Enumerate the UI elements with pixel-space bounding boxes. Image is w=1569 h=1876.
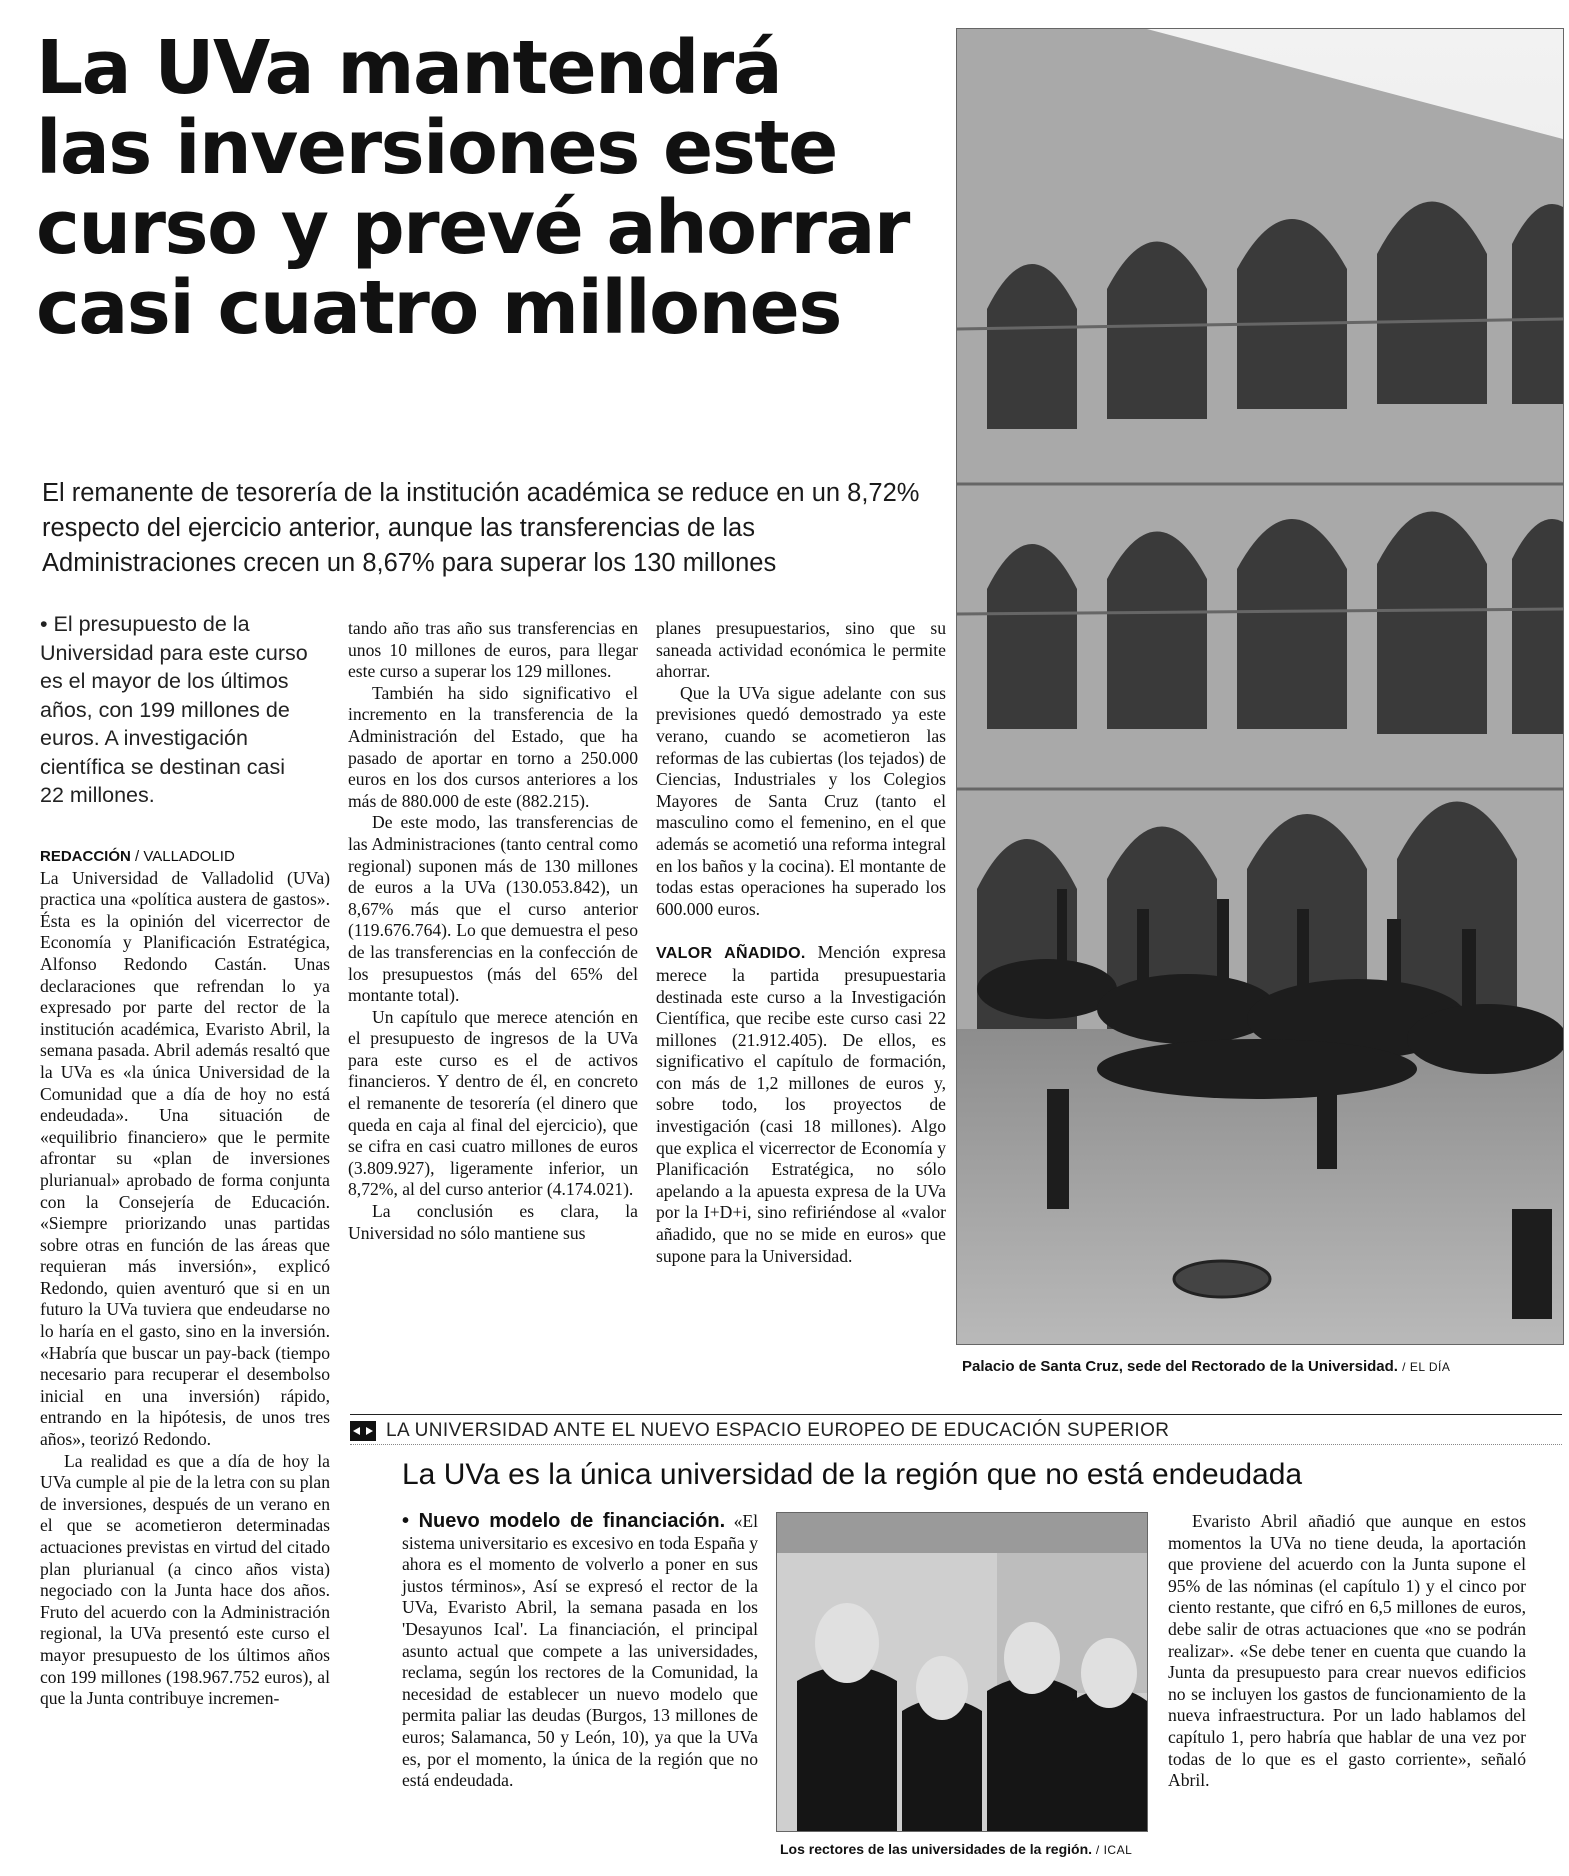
paragraph [402, 1511, 758, 1792]
byline-place: / VALLADOLID [135, 848, 235, 865]
paragraph: Un capítulo que merece atención en el presupuesto de ingresos de la UVa para este curso es el de activos financieros. Y dentro de él, en concreto el remanente de tesorería (el dinero que queda en caja al final del ejercicio), que se cifra en casi cuatro millones de euros (3.809.927), ligeramente inferior, un 8,72%, al del curso anterior (4.174.021). [348, 1006, 638, 1200]
headline-line: casi cuatro millones [36, 265, 841, 351]
rectors-photo-caption [780, 1841, 1132, 1857]
headline-line: curso y prevé ahorrar [36, 185, 909, 271]
byline [40, 846, 330, 868]
summary-bullet: • El presupuesto de la Universidad para este curso es el mayor de los últimos años, con 199 millones de euros. A investigación científica se destinan casi 22 millones. [40, 612, 308, 807]
article-column-3 [656, 618, 946, 1267]
rectors-photo-illustration [777, 1513, 1147, 1831]
article-column-2 [348, 618, 638, 1244]
arrows-icon [350, 1421, 376, 1441]
kicker-paragraph [656, 942, 946, 1267]
secondary-headline: La UVa es la única universidad de la región que no está endeudada [402, 1458, 1303, 1491]
headline-line: La UVa mantendrá [36, 25, 782, 111]
paragraph: Que la UVa sigue adelante con sus previsiones quedó demostrado ya este verano, cuando se acometieron las reformas de las cubiertas (los tejados) de Ciencias, Industriales y los Colegios Mayores de Santa Cruz (tanto el masculino como el femenino, en el que además se acometió una reforma integral en los baños y la cocina). El montante de todas estas operaciones ha superado los 600.000 euros. [656, 682, 946, 919]
paragraph: La conclusión es clara, la Universidad no sólo mantiene sus [348, 1201, 638, 1243]
paragraph: La Universidad de Valladolid (UVa) practica una «política austera de gastos». Ésta es la opinión del vicerrector de Economía y Planificación Estratégica, Alfonso Redondo Castán. Unas declaraciones que refrendan lo ya expresado por parte del rector de la institución académica, Evaristo Abril, la semana pasada. Abril además resaltó que la UVa es «la única Universidad de la Comunidad que a día de hoy no está endeudada». Una situación de «equilibrio financiero» que le permite afrontar su «plan de inversiones plurianual» aprobado de forma conjunta con la Consejería de Educación. «Siempre priorizando unas partidas sobre otras en función de las áreas que requieran más inversión», explicó Redondo, quien aventuró que si en un futuro la UVa tuviera que endeudarse no lo haría en el gasto, sino en la inversión. «Habría que buscar un pay-back (tiempo necesario para recuperar el desembolso inicial en una inversión) rápido, entrando en la hipótesis, de unos tres años», teorizó Redondo. [40, 867, 330, 1450]
paragraph: tando año tras año sus transferencias en unos 10 millones de euros, para llegar este curso a superar los 129 millones. [348, 618, 638, 682]
paragraph: La realidad es que a día de hoy la UVa cumple al pie de la letra con su plan de inversiones, después de un verano en el que se acometieron determinadas actuaciones previstas en virtud del citado plan plurianual (a cinco años vista) negociado con la Junta hace dos años. Fruto del acuerdo con la Administración regional, la UVa presentó este curso el mayor presupuesto de los últimos años con 199 millones (198.967.752 euros), al que la Junta contribuye incremen- [40, 1450, 330, 1709]
photo-credit: / ICAL [1095, 1843, 1133, 1857]
lead-in: • Nuevo modelo de financiación. [402, 1510, 726, 1532]
section-label: LA UNIVERSIDAD ANTE EL NUEVO ESPACIO EUROPEO DE EDUCACIÓN SUPERIOR [386, 1420, 1170, 1441]
secondary-column-2 [1168, 1511, 1526, 1792]
paragraph: También ha sido significativo el incremento en la transferencia de la Administración del Estado, que ha pasado de aportar en torno a 250.000 euros en los dos cursos anteriores a los más de 880.000 de este (882.215). [348, 682, 638, 811]
main-photo-caption [962, 1358, 1450, 1375]
caption-text: Los rectores de las universidades de la región. [780, 1841, 1093, 1857]
paragraph: Evaristo Abril añadió que aunque en estos momentos la UVa no tiene deuda, la aportación que proviene del acuerdo con la Junta supone el 95% de las nóminas (el capítulo 1) y el cinco por ciento restante, que cifró en 6,5 millones de euros, debe salir de otras actuaciones que «no se podrán realizar». «Se debe tener en cuenta que cuando la Junta da presupuesto para crear nuevos edificios no se incluyen los gastos de funcionamiento de la nueva infraestructura. Por un lado hablamos del capítulo 1, pero habría que hablar de una vez por todas de lo que es el gasto corriente», señaló Abril. [1168, 1511, 1526, 1791]
headline-line: las inversiones este [36, 105, 837, 191]
lead-text: «El sistema universitario es excesivo en toda España y ahora es el momento de volverlo a poner en sus justos términos», Así se expresó el rector de la UVa, Evaristo Abril, la semana pasada en los 'Desayunos Ical'. La financiación, el principal asunto actual que compete a las universidades, reclama, según los rectores de la Comunidad, la necesidad de establecer un nuevo modelo que permita paliar las deudas (Burgos, 13 millones de euros; Salamanca, 50 y León, 10), ya que la UVa es, por el momento, la única de la región que no está endeudada. [402, 1511, 758, 1791]
section-divider [350, 1414, 1562, 1415]
subheadline: El remanente de tesorería de la institución académica se reduce en un 8,72% respecto del ejercicio anterior, aunque las transferencias de las Administraciones crecen un 8,67% para superar los 130 millones [42, 479, 920, 577]
paragraph: De este modo, las transferencias de las Administraciones (tanto central como regional) suponen más de 130 millones de euros a la UVa (130.053.842), un 8,67% más que el curso anterior (119.676.764). Lo que demuestra el peso de las transferencias en la confección de los presupuestos (más del 65% del montante total). [348, 812, 638, 1006]
kicker: VALOR AÑADIDO. [656, 945, 806, 963]
photo-credit: / EL DÍA [1402, 1360, 1451, 1374]
article-column-1 [40, 846, 330, 1710]
kicker-text: Mención expresa merece la partida presupuestaria destinada este curso a la Investigación Científica, que recibe este curso casi 22 millones (21.912.405). De ellos, es significativo el capítulo de formación, con más de 1,2 millones de euros y, sobre todo, los proyectos de investigación (casi 18 millones). Algo que explica el vicerrector de Economía y Planificación Estratégica, no sólo apelando a la apuesta expresa de la UVa por la I+D+i, sino refiriéndose al «valor añadido, que no se mide en euros» que supone para la Universidad. [656, 942, 946, 1266]
main-photo [956, 28, 1564, 1345]
headline [36, 25, 936, 351]
paragraph: planes presupuestarios, sino que su saneada actividad económica le permite ahorrar. [656, 618, 946, 682]
section-label-bar [350, 1418, 1562, 1445]
rectors-photo [776, 1512, 1148, 1832]
caption-text: Palacio de Santa Cruz, sede del Rectorado de la Universidad. [962, 1358, 1398, 1375]
secondary-column-1 [402, 1511, 758, 1792]
cloister-photo-illustration [957, 29, 1563, 1344]
byline-author: REDACCIÓN [40, 848, 131, 865]
